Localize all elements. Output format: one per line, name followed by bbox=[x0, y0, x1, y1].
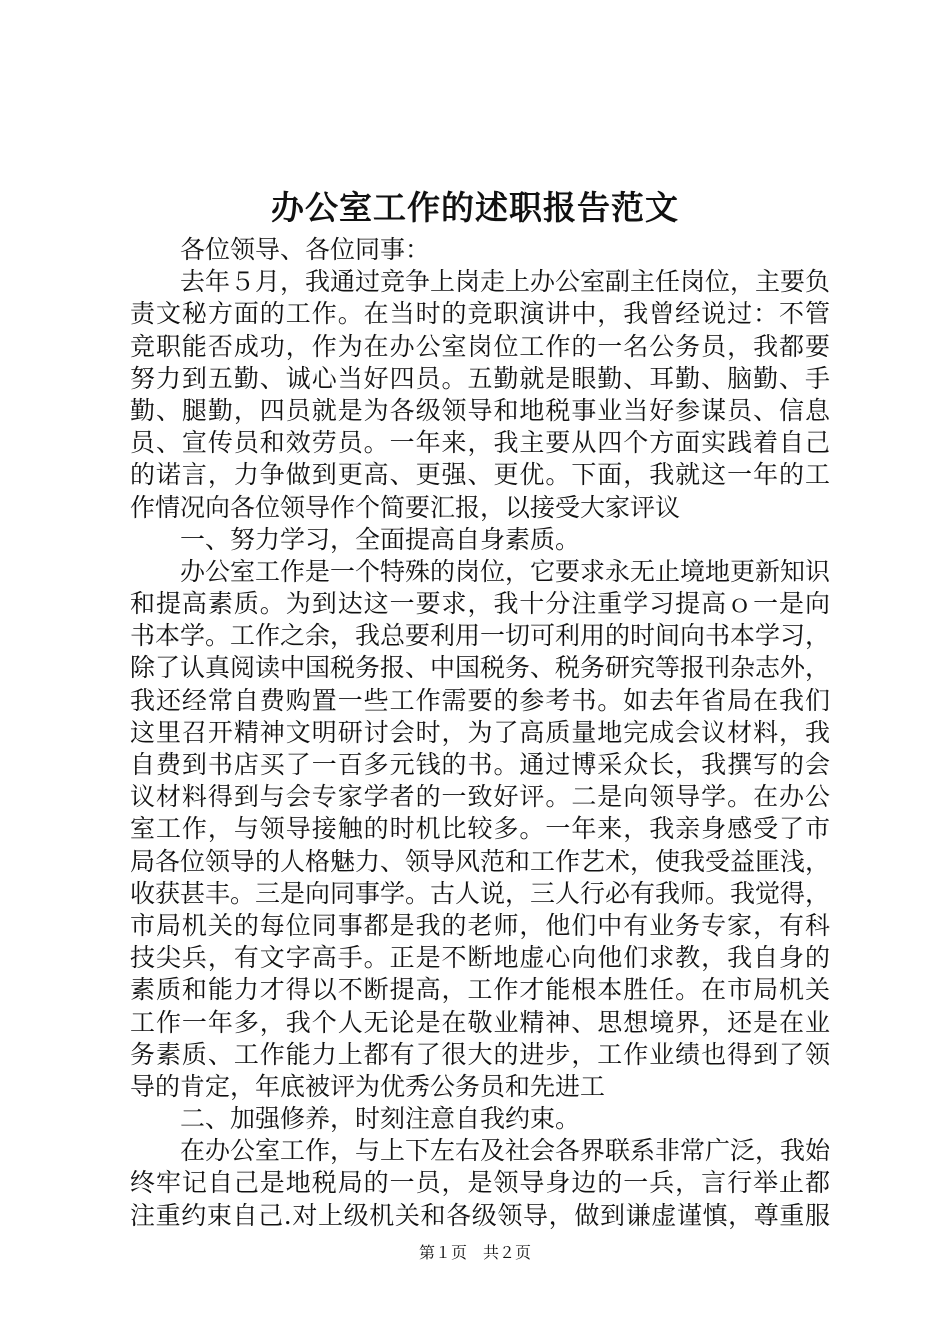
text-line: 员、宣传员和效劳员。一年来，我主要从四个方面实践着自己 bbox=[130, 428, 830, 458]
text-line: 注重约束自己.对上级机关和各级领导，做到谦虚谨慎，尊重服 bbox=[130, 1200, 830, 1230]
text-line: 在办公室工作，与上下左右及社会各界联系非常广泛，我始 bbox=[180, 1136, 830, 1166]
text-line: 书本学。工作之余，我总要利用一切可利用的时间向书本学习， bbox=[130, 621, 830, 651]
text-line: 工作一年多，我个人无论是在敬业精神、思想境界，还是在业 bbox=[130, 1007, 830, 1037]
text-line: 除了认真阅读中国税务报、中国税务、税务研究等报刊杂志外， bbox=[130, 653, 830, 683]
text-line: 议材料得到与会专家学者的一致好评。二是向领导学。在办公 bbox=[130, 782, 830, 812]
document-title: 办公室工作的述职报告范文 bbox=[271, 188, 679, 227]
text-line: 勤、腿勤，四员就是为各级领导和地税事业当好参谋员、信息 bbox=[130, 395, 830, 425]
text-line: 这里召开精神文明研讨会时，为了高质量地完成会议材料，我 bbox=[130, 717, 830, 747]
text-line: 各位领导、各位同事： bbox=[180, 235, 431, 264]
text-line: 二、加强修养，时刻注意自我约束。 bbox=[180, 1104, 581, 1134]
text-line: 自费到书店买了一百多元钱的书。通过博采众长，我撰写的会 bbox=[130, 750, 830, 779]
text-line: 素质和能力才得以不断提高，工作才能根本胜任。在市局机关 bbox=[130, 975, 830, 1005]
text-line: 竞职能否成功，作为在办公室岗位工作的一名公务员，我都要 bbox=[130, 331, 830, 361]
text-line: 我还经常自费购置一些工作需要的参考书。如去年省局在我们 bbox=[130, 685, 830, 715]
document-body bbox=[130, 234, 830, 1232]
text-line: 务素质、工作能力上都有了很大的进步，工作业绩也得到了领 bbox=[130, 1039, 830, 1069]
text-line: 局各位领导的人格魅力、领导风范和工作艺术，使我受益匪浅， bbox=[130, 846, 830, 876]
text-line: 作情况向各位领导作个简要汇报，以接受大家评议 bbox=[130, 492, 681, 522]
text-line: 努力到五勤、诚心当好四员。五勤就是眼勤、耳勤、脑勤、手 bbox=[130, 363, 830, 393]
text-line: 收获甚丰。三是向同事学。古人说，三人行必有我师。我觉得， bbox=[130, 878, 830, 908]
page-footer: 第１页 共２页 bbox=[418, 1243, 531, 1262]
text-line: 和提高素质。为到达这一要求，我十分注重学习提高ｏ一是向 bbox=[130, 589, 830, 619]
text-line: 的诺言，力争做到更高、更强、更优。下面，我就这一年的工 bbox=[130, 460, 830, 490]
text-line: 室工作，与领导接触的时机比较多。一年来，我亲身感受了市 bbox=[130, 814, 830, 844]
text-line: 导的肯定，年底被评为优秀公务员和先进工 bbox=[130, 1071, 606, 1101]
text-line: 终牢记自己是地税局的一员，是领导身边的一兵，言行举止都 bbox=[130, 1168, 830, 1198]
text-line: 办公室工作是一个特殊的岗位，它要求永无止境地更新知识 bbox=[180, 556, 830, 586]
text-line: 一、努力学习，全面提高自身素质。 bbox=[180, 524, 581, 554]
text-line: 责文秘方面的工作。在当时的竞职演讲中，我曾经说过：不管 bbox=[130, 299, 830, 329]
text-line: 去年５月，我通过竞争上岗走上办公室副主任岗位，主要负 bbox=[180, 267, 830, 297]
text-line: 技尖兵，有文字高手。正是不断地虚心向他们求教，我自身的 bbox=[130, 943, 830, 973]
text-line: 市局机关的每位同事都是我的老师，他们中有业务专家，有科 bbox=[130, 910, 830, 940]
